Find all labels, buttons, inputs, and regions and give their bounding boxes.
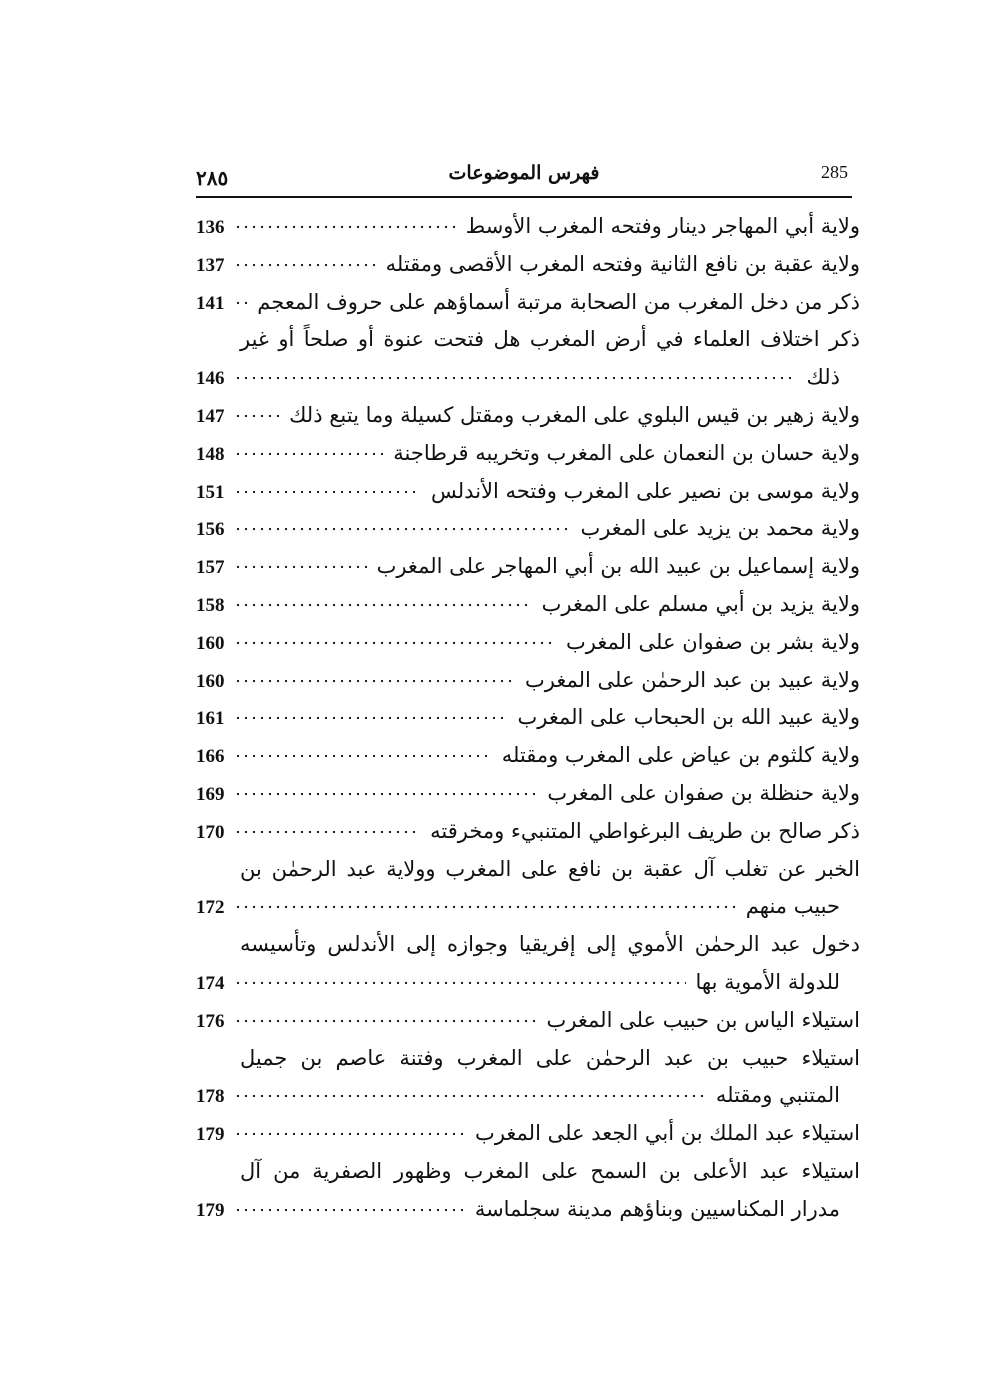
toc-entry-title: المتنبي ومقتله <box>715 1083 840 1108</box>
running-title: فهرس الموضوعات <box>448 162 600 184</box>
toc-entry-title-line1: استيلاء حبيب بن عبد الرحمٰن على المغرب وفتنة عاصم بن جميل <box>240 1045 860 1070</box>
dot-leader <box>234 815 420 835</box>
toc-entry-title: حبيب منهم <box>745 894 840 919</box>
toc-entry-title: ولاية حسان بن النعمان على المغرب وتخريبه قرطاجنة <box>393 440 860 465</box>
toc-entry <box>196 775 860 813</box>
toc-entry <box>196 397 860 435</box>
page-number-latin: 285 <box>821 162 848 182</box>
toc-entry <box>196 473 860 511</box>
dot-leader <box>234 701 508 721</box>
toc-entry-page-number: 174 <box>196 972 225 994</box>
toc-entry <box>196 737 860 775</box>
dot-leader <box>234 1004 537 1024</box>
toc-entry-page-number: 172 <box>196 897 225 919</box>
toc-entry-title: استيلاء الياس بن حبيب على المغرب <box>546 1007 860 1032</box>
toc-entry <box>196 813 860 851</box>
toc-entry-page-number: 137 <box>196 254 225 276</box>
toc-entry-page-number: 170 <box>196 821 225 843</box>
toc-entry <box>196 851 860 927</box>
toc-entry <box>196 1153 860 1229</box>
toc-entry <box>196 208 860 246</box>
toc-entry-page-number: 179 <box>196 1124 225 1146</box>
toc-entry <box>196 1115 860 1153</box>
toc-entry-title: ولاية يزيد بن أبي مسلم على المغرب <box>541 591 860 616</box>
dot-leader <box>234 626 556 646</box>
toc-entry <box>196 284 860 322</box>
toc-entry-page-number: 148 <box>196 443 225 465</box>
toc-entry <box>196 699 860 737</box>
toc-entry-title: ذلك <box>806 365 840 390</box>
toc-entry-title: ولاية زهير بن قيس البلوي على المغرب ومقتل كسيلة وما يتبع ذلك <box>289 402 860 427</box>
toc-entry-title: ولاية عبيد بن عبد الرحمٰن على المغرب <box>525 667 860 692</box>
header-rule <box>196 196 852 198</box>
dot-leader <box>234 210 456 230</box>
dot-leader <box>234 739 492 759</box>
toc-entry-page-number: 141 <box>196 292 225 314</box>
toc-entry-title-line1: ذكر اختلاف العلماء في أرض المغرب هل فتحت عنوة أو صلحاً أو غير <box>240 327 860 352</box>
toc-entry-title-line1: الخبر عن تغلب آل عقبة بن نافع على المغرب وولاية عبد الرحمٰن بن <box>240 856 860 881</box>
toc-entry-page-number: 160 <box>196 632 225 654</box>
dot-leader <box>234 286 247 306</box>
toc-entry-page-number: 156 <box>196 519 225 541</box>
toc-entry <box>196 435 860 473</box>
toc-entry-page-number: 169 <box>196 783 225 805</box>
dot-leader <box>234 966 686 986</box>
toc-entry-page-number: 178 <box>196 1086 225 1108</box>
toc-entry-title: ولاية عقبة بن نافع الثانية وفتحه المغرب الأقصى ومقتله <box>385 251 860 276</box>
toc-entry-page-number: 179 <box>196 1199 225 1221</box>
toc-entry-page-number: 147 <box>196 405 225 427</box>
toc-entry-title: ذكر صالح بن طريف البرغواطي المتنبيء ومخرقته <box>430 818 860 843</box>
page-header <box>196 158 852 198</box>
dot-leader <box>234 248 376 268</box>
toc-entry <box>196 321 860 397</box>
dot-leader <box>234 588 532 608</box>
toc-entry-page-number: 151 <box>196 481 225 503</box>
dot-leader <box>234 1079 706 1099</box>
toc-entry <box>196 926 860 1002</box>
dot-leader <box>234 1193 465 1213</box>
toc-entry-title: ولاية إسماعيل بن عبيد الله بن أبي المهاجر على المغرب <box>376 554 860 579</box>
dot-leader <box>234 664 515 684</box>
toc-entry-title: ولاية عبيد الله بن الحبحاب على المغرب <box>517 705 860 730</box>
dot-leader <box>234 890 736 910</box>
page-number-arabic: ٢٨٥ <box>196 166 229 190</box>
table-of-contents <box>196 208 860 1229</box>
toc-entry-title: ولاية موسى بن نصير على المغرب وفتحه الأندلس <box>431 478 860 503</box>
toc-entry-title: ذكر من دخل المغرب من الصحابة مرتبة أسماؤهم على حروف المعجم <box>257 289 860 314</box>
toc-entry-title: استيلاء عبد الملك بن أبي الجعد على المغرب <box>475 1121 860 1146</box>
toc-entry-title: ولاية أبي المهاجر دينار وفتحه المغرب الأوسط <box>465 214 860 238</box>
toc-entry-page-number: 157 <box>196 557 225 579</box>
dot-leader <box>234 399 279 419</box>
toc-entry <box>196 1040 860 1116</box>
toc-entry <box>196 586 860 624</box>
toc-entry-page-number: 176 <box>196 1010 225 1032</box>
toc-entry <box>196 1002 860 1040</box>
toc-entry <box>196 624 860 662</box>
dot-leader <box>234 777 537 797</box>
toc-entry-title-line1: استيلاء عبد الأعلى بن السمح على المغرب وظهور الصفرية من آل <box>240 1158 860 1183</box>
dot-leader <box>234 361 797 381</box>
dot-leader <box>234 475 421 495</box>
dot-leader <box>234 550 367 570</box>
toc-entry-page-number: 161 <box>196 708 225 730</box>
toc-entry-page-number: 146 <box>196 368 225 390</box>
toc-entry-title: ولاية محمد بن يزيد على المغرب <box>580 516 860 541</box>
toc-entry-title: ولاية حنظلة بن صفوان على المغرب <box>547 780 860 805</box>
toc-entry-title: مدرار المكناسيين وبناؤهم مدينة سجلماسة <box>474 1196 840 1221</box>
toc-entry-page-number: 136 <box>196 217 225 238</box>
dot-leader <box>234 437 383 457</box>
toc-entry-title: ولاية بشر بن صفوان على المغرب <box>566 629 860 654</box>
toc-entry-page-number: 166 <box>196 746 225 768</box>
toc-entry <box>196 510 860 548</box>
toc-entry-title: ولاية كلثوم بن عياض على المغرب ومقتله <box>501 743 860 768</box>
toc-entry-title-line1: دخول عبد الرحمٰن الأموي إلى إفريقيا وجوازه إلى الأندلس وتأسيسه <box>240 932 860 957</box>
toc-entry <box>196 548 860 586</box>
toc-entry-page-number: 160 <box>196 670 225 692</box>
toc-entry <box>196 246 860 284</box>
dot-leader <box>234 1117 465 1137</box>
toc-entry <box>196 662 860 700</box>
toc-entry-page-number: 158 <box>196 594 225 616</box>
toc-entry-title: للدولة الأموية بها <box>695 969 840 994</box>
dot-leader <box>234 512 570 532</box>
